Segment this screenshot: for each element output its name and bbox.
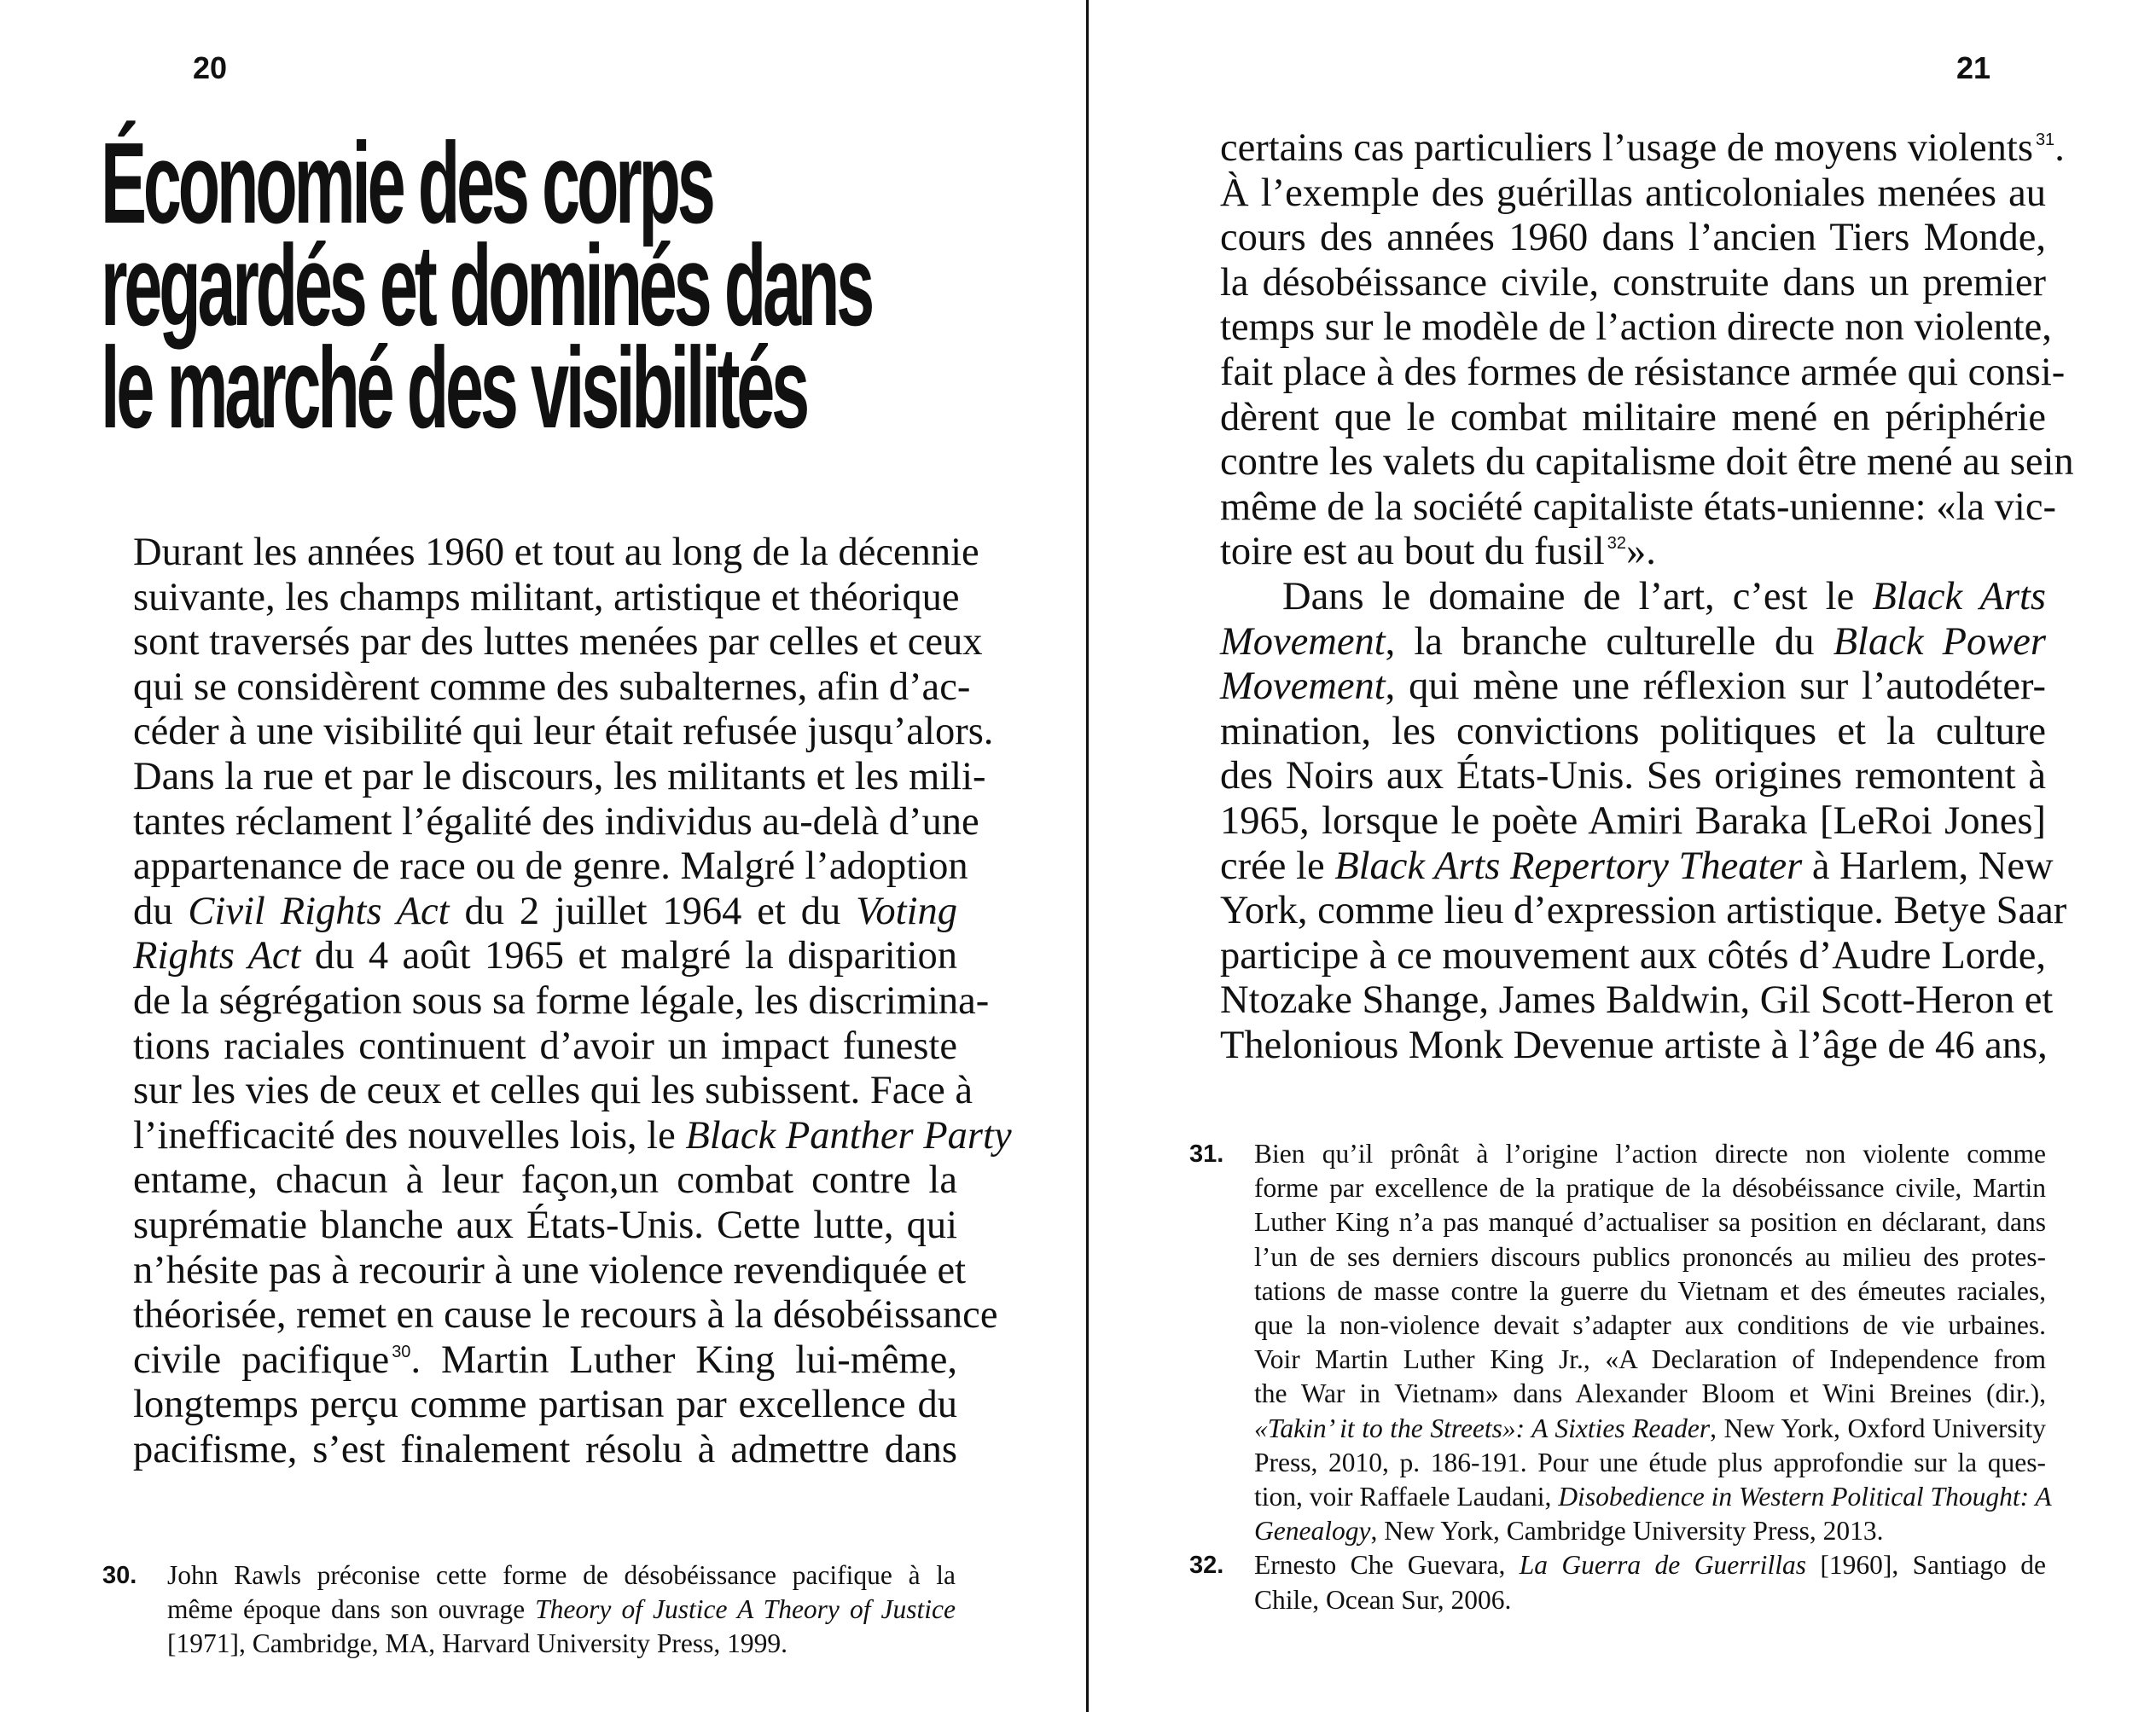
title-line: Économie des corps xyxy=(101,119,712,247)
footnote-ref[interactable]: 31 xyxy=(2035,131,2055,149)
title-line: le marché des visibilités xyxy=(101,323,806,452)
footnote-line: l’un de ses derniers discours publics prononcés au milieu des protes- xyxy=(1254,1241,2046,1272)
footnote-line: Press, 2010, p. 186-191. Pour une étude plus approfondie sur la ques- xyxy=(1254,1447,2046,1477)
footnote-line: tion, voir Raffaele Laudani, Disobedience in Western Political Thought: A xyxy=(1254,1482,2052,1512)
footnote-line: Luther King n’a pas manqué d’actualiser sa position en déclarant, dans xyxy=(1254,1207,2046,1238)
text-line: la désobéissance civile, construite dans un premier xyxy=(1220,260,2046,305)
text-line: du Civil Rights Act du 2 juillet 1964 et du Voting xyxy=(133,889,958,933)
italic-title: Black Arts xyxy=(1872,574,2046,618)
title-line: regardés et dominés dans xyxy=(101,221,872,350)
footnote-line: Genealogy, New York, Cambridge University Press, 2013. xyxy=(1254,1516,1884,1547)
text-line: tantes réclament l’égalité des individus au-delà d’une xyxy=(133,799,979,844)
footnote-line: «Takin’ it to the Streets»: A Sixties Reader, New York, Oxford University xyxy=(1254,1413,2046,1443)
text-line: 1965, lorsque le poète Amiri Baraka [LeRoi Jones] xyxy=(1220,798,2046,843)
text-line: À l’exemple des guérillas anticoloniales menées au xyxy=(1220,171,2046,215)
text-line: n’hésite pas à recourir à une violence revendiquée et xyxy=(133,1248,967,1292)
footnote-line: forme par excellence de la pratique de la désobéissance civile, Martin xyxy=(1254,1173,2046,1204)
text-line: cours des années 1960 dans l’ancien Tiers Monde, xyxy=(1220,216,2046,260)
italic-title: La Guerra de Guerrillas xyxy=(1519,1550,1806,1581)
italic-title: Movement xyxy=(1220,664,1386,709)
italic-title: Black Panther Party xyxy=(685,1113,1012,1158)
footnote-line: John Rawls préconise cette forme de désobéissance pacifique à la xyxy=(167,1560,956,1590)
text-line: dèrent que le combat militaire mené en périphérie xyxy=(1220,395,2046,439)
text-line: mination, les convictions politiques et la culture xyxy=(1220,709,2046,753)
text-line: céder à une visibilité qui leur était refusée jusqu’alors. xyxy=(133,710,994,754)
text-line: entame, chacun à leur façon,un combat contre la xyxy=(133,1158,957,1203)
text-line: participe à ce mouvement aux côtés d’Audre Lorde, xyxy=(1220,933,2046,978)
italic-title: Black Arts Repertory Theater xyxy=(1334,844,1803,888)
page-number: 21 xyxy=(1956,50,1991,85)
footnote-ref[interactable]: 32 xyxy=(1607,534,1626,554)
text-line: Dans la rue et par le discours, les militants et les mili- xyxy=(133,754,986,798)
text-line: toire est au bout du fusil $^{32}$». xyxy=(1220,530,1656,574)
italic-title: Civil Rights Act xyxy=(188,889,450,933)
italic-title: Genealogy xyxy=(1254,1516,1371,1547)
text-line: Movement, la branche culturelle du Black Power xyxy=(1220,619,2046,664)
italic-title: Black Power xyxy=(1833,619,2046,664)
body-text xyxy=(1220,126,2074,1068)
footnotes xyxy=(102,1558,956,1662)
italic-title: Disobedience in Western Political Thought: A xyxy=(1558,1482,2052,1512)
italic-title: Movement xyxy=(1220,619,1386,664)
italic-title: Voting xyxy=(856,889,958,933)
text-line: longtemps perçu comme partisan par excellence du xyxy=(133,1383,957,1427)
text-line: Movement, qui mène une réflexion sur l’autodéter- xyxy=(1220,664,2046,709)
text-line: l’inefficacité des nouvelles lois, le Black Panther Party xyxy=(133,1113,1012,1158)
text-line: Rights Act du 4 août 1965 et malgré la disparition xyxy=(133,934,957,978)
text-line: Durant les années 1960 et tout au long de la décennie xyxy=(133,531,979,574)
text-line: fait place à des formes de résistance armée qui consi- xyxy=(1220,350,2066,394)
text-line: contre les valets du capitalisme doit être mené au sein xyxy=(1220,440,2074,485)
text-line: temps sur le modèle de l’action directe non violente, xyxy=(1220,305,2052,350)
italic-title: Rights Act xyxy=(133,934,301,978)
text-line: qui se considèrent comme des subalternes, afin d’ac- xyxy=(133,664,971,709)
footnote-line: même époque dans son ouvrage Theory of Justice A Theory of Justice xyxy=(167,1594,956,1625)
footnote-line: Bien qu’il prônât à l’origine l’action directe non violente comme xyxy=(1254,1139,2046,1169)
text-line: Dans le domaine de l’art, c’est le Black Arts xyxy=(1282,574,2046,618)
text-line: Ntozake Shange, James Baldwin, Gil Scott-Heron et xyxy=(1220,978,2054,1023)
footnote xyxy=(1189,1548,2046,1616)
footnote-ref[interactable]: 30 xyxy=(392,1342,411,1361)
text-line: certains cas particuliers l’usage de moyens violents $^{31}$. xyxy=(1220,126,2065,170)
text-line: York, comme lieu d’expression artistique. Betye Saar xyxy=(1220,889,2067,933)
footnote-line: Voir Martin Luther King Jr., «A Declaration of Independence from xyxy=(1254,1344,2046,1375)
text-line: suprématie blanche aux États-Unis. Cette lutte, qui xyxy=(133,1203,957,1247)
right-page xyxy=(1089,0,2156,1712)
footnote-line: the War in Vietnam» dans Alexander Bloom et Wini Breines (dir.), xyxy=(1254,1378,2046,1409)
text-line: appartenance de race ou de genre. Malgré l’adoption xyxy=(133,844,968,889)
text-line: pacifisme, s’est finalement résolu à admettre dans xyxy=(133,1427,957,1471)
footnote-line: [1971], Cambridge, MA, Harvard University Press, 1999. xyxy=(167,1628,788,1659)
text-line: sont traversés par des luttes menées par celles et ceux xyxy=(133,620,983,664)
footnote-line: tations de masse contre la guerre du Vietnam et des émeutes raciales, xyxy=(1254,1275,2046,1306)
page-number: 20 xyxy=(193,50,228,85)
footnote xyxy=(1189,1137,2052,1548)
italic-title: «Takin’ it to the Streets»: A Sixties Reader xyxy=(1254,1413,1711,1443)
footnote-line: Chile, Ocean Sur, 2006. xyxy=(1254,1584,1512,1615)
footnote-line: Ernesto Che Guevara, La Guerra de Guerrillas [1960], Santiago de xyxy=(1254,1550,2046,1581)
text-line: de la ségrégation sous sa forme légale, les discrimina- xyxy=(133,978,990,1023)
text-line: Thelonious Monk Devenue artiste à l’âge de 46 ans, xyxy=(1220,1023,2048,1067)
text-line: crée le Black Arts Repertory Theater à Harlem, New xyxy=(1220,844,2054,888)
footnote xyxy=(102,1558,956,1662)
italic-title: Theory of Justice A Theory of Justice xyxy=(535,1594,956,1625)
footnote-number: 31. xyxy=(1189,1140,1224,1168)
footnote-number: 30. xyxy=(102,1562,137,1589)
footnote-number: 32. xyxy=(1189,1552,1224,1580)
chapter-title xyxy=(101,119,872,452)
text-line: suivante, les champs militant, artistique et théorique xyxy=(133,575,960,619)
text-line: des Noirs aux États-Unis. Ses origines remontent à xyxy=(1220,754,2046,798)
body-text xyxy=(133,531,1012,1472)
text-line: même de la société capitaliste états-unienne: «la vic- xyxy=(1220,485,2056,529)
text-line: civile pacifique $^{30}$. Martin Luther King lui-même, xyxy=(133,1338,957,1382)
footnote-line: que la non-violence devait s’adapter aux conditions de vie urbaines. xyxy=(1254,1310,2046,1341)
text-line: tions raciales continuent d’avoir un impact funeste xyxy=(133,1024,957,1068)
text-line: théorisée, remet en cause le recours à la désobéissance xyxy=(133,1293,998,1338)
footnotes xyxy=(1189,1137,2052,1617)
text-line: sur les vies de ceux et celles qui les subissent. Face à xyxy=(133,1069,973,1113)
